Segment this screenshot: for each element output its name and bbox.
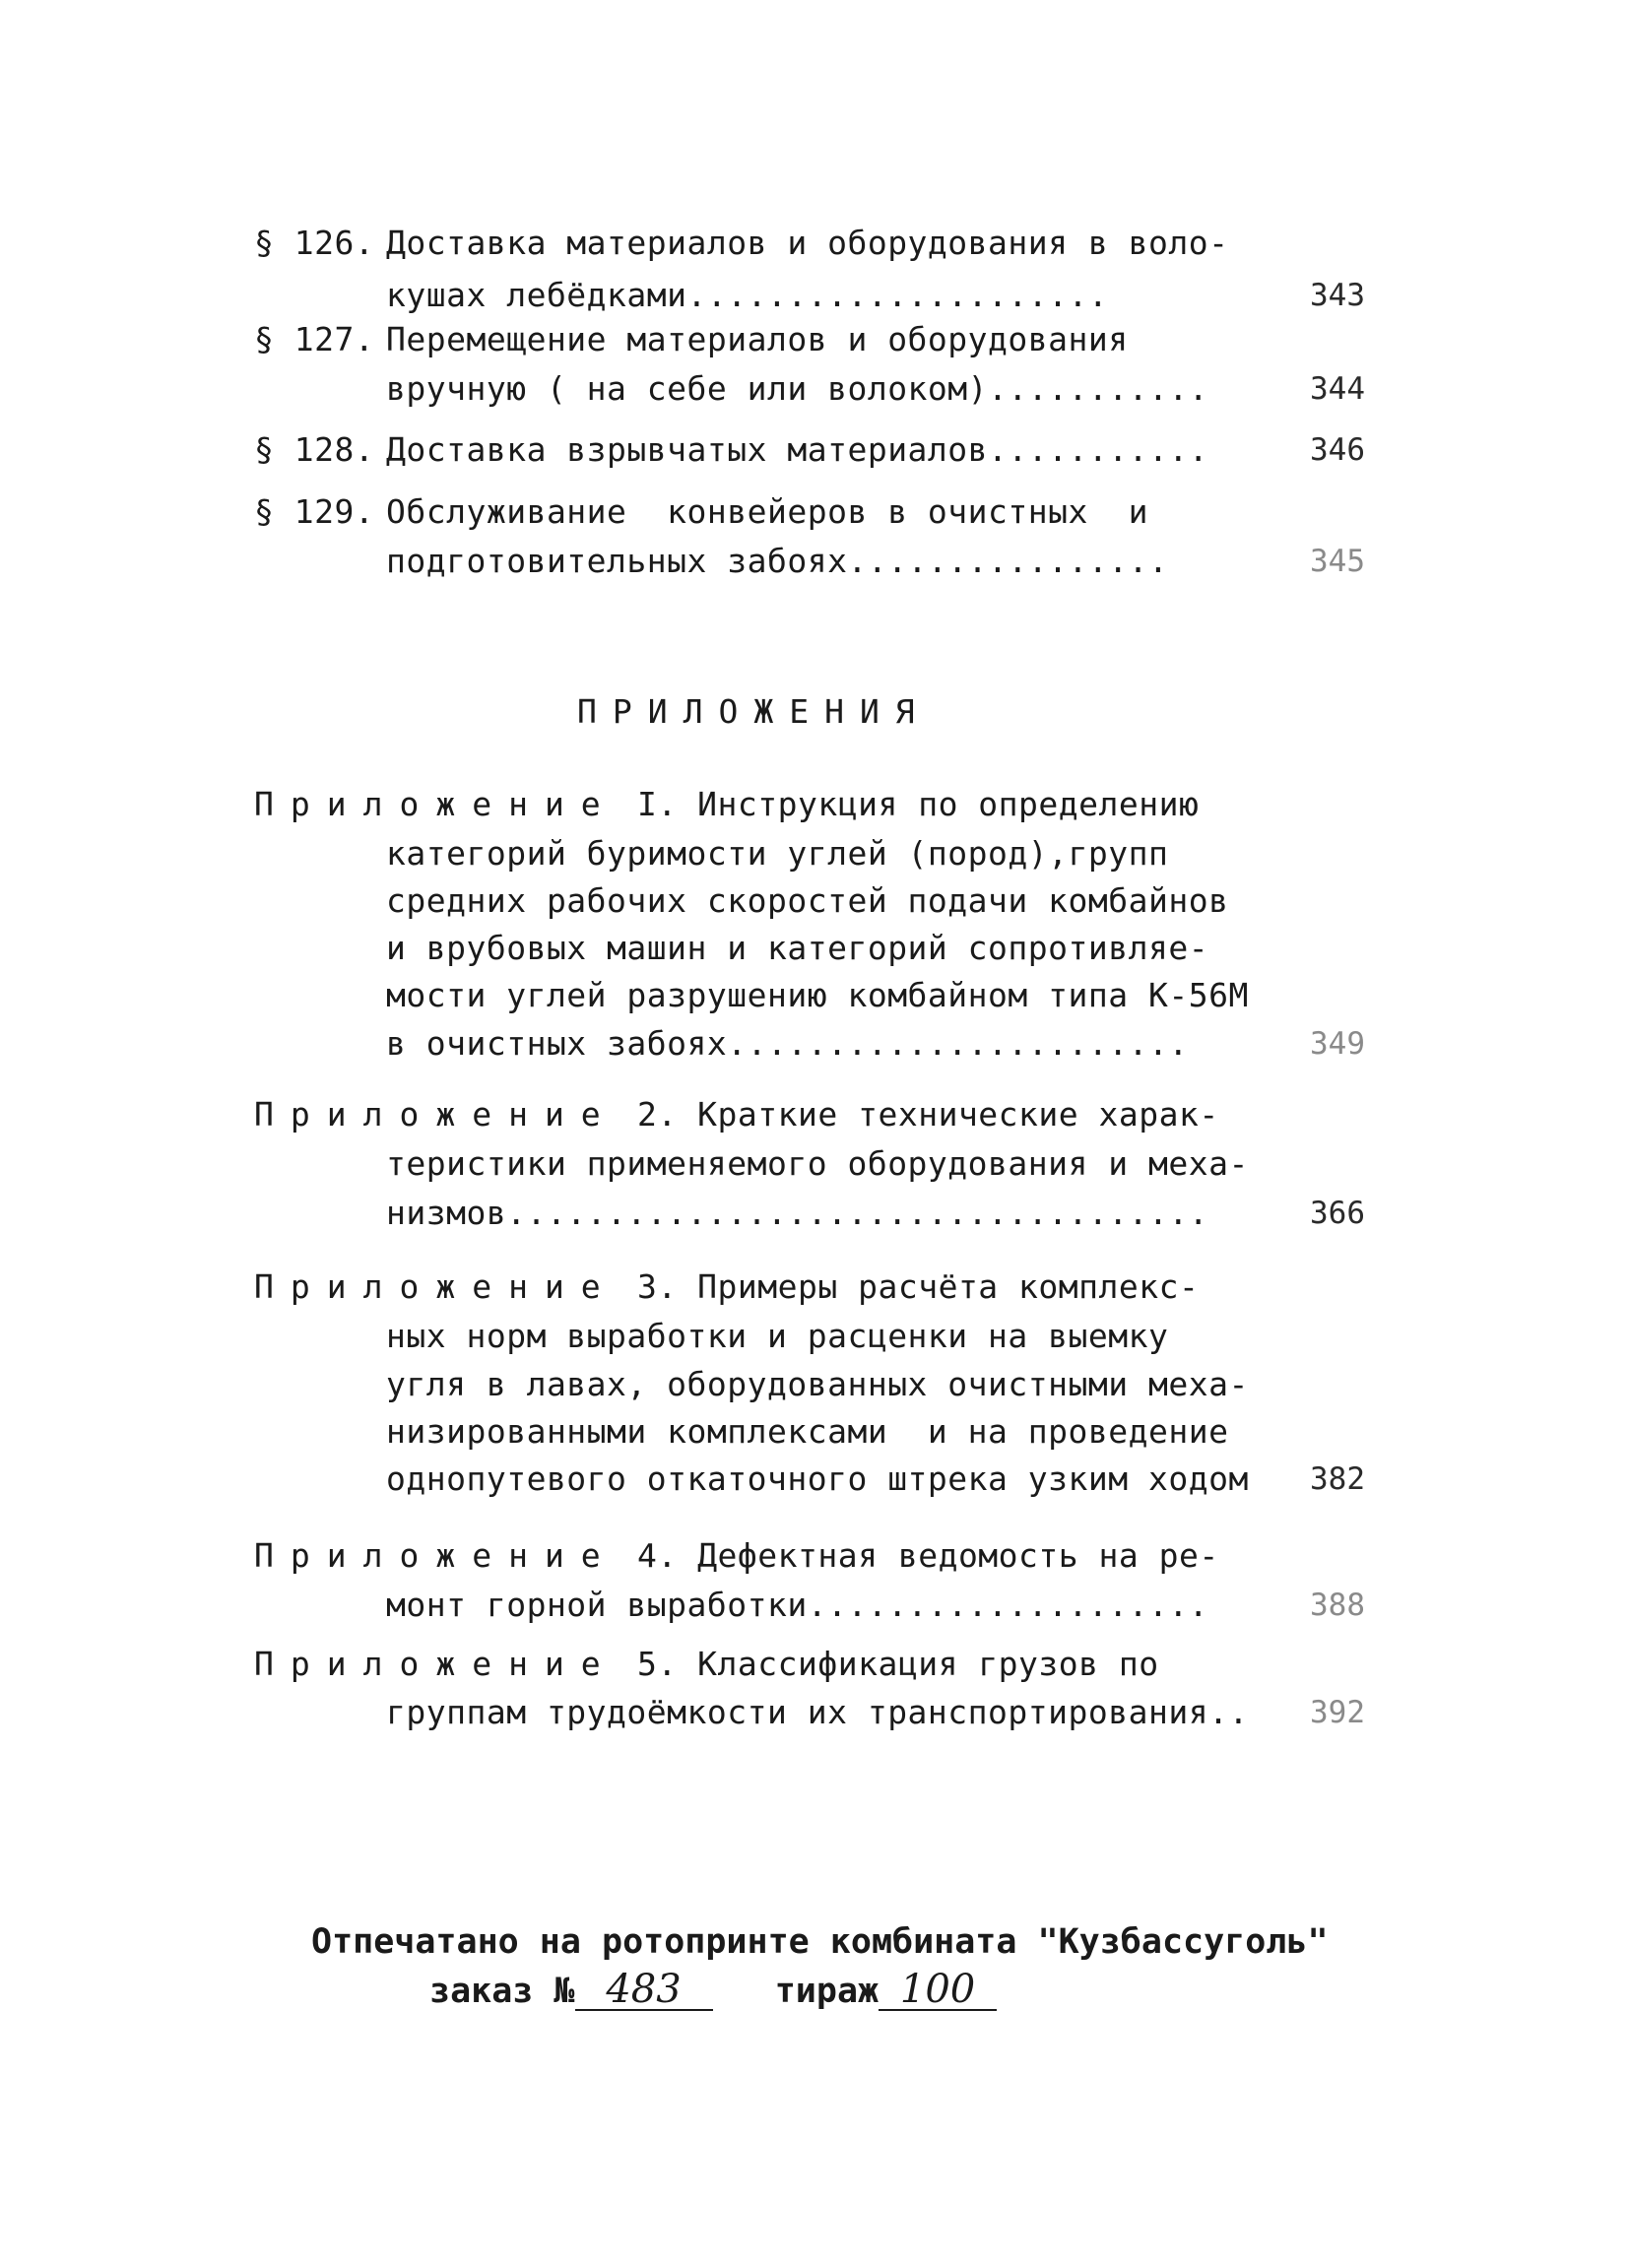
appendix-line: низированными комплексами и на проведение <box>386 1412 1229 1451</box>
section-title-line: кушах лебёдками..................... <box>386 276 1109 314</box>
page-number: 382 <box>1310 1461 1365 1497</box>
page-number: 344 <box>1310 371 1365 407</box>
appendix-title: 3. Примеры расчёта комплекс- <box>617 1267 1200 1306</box>
appendix-line: категорий буримости углей (пород),групп <box>386 834 1169 873</box>
imprint-order-line <box>429 1967 997 2013</box>
order-label: заказ № <box>429 1972 575 2011</box>
appendix-heading-line <box>254 1267 1199 1307</box>
appendix-heading-line <box>254 785 1199 824</box>
section-number: § 128. <box>254 430 375 469</box>
section-title-line: вручную ( на себе или волоком)........... <box>386 369 1209 408</box>
section-title-line: подготовительных забоях................ <box>386 542 1169 580</box>
run-label: тираж <box>774 1972 880 2011</box>
appendix-word: Приложение <box>254 1645 618 1683</box>
appendix-line: в очистных забоях....................... <box>386 1024 1189 1063</box>
section-title-line: Доставка взрывчатых материалов........... <box>386 430 1209 469</box>
appendix-line: средних рабочих скоростей подачи комбайнов <box>386 881 1229 920</box>
section-number: § 127. <box>254 320 375 358</box>
appendix-line: мости углей разрушению комбайном типа К-56М <box>386 976 1249 1014</box>
appendix-line: угля в лавах, оборудованных очистными меха- <box>386 1365 1249 1403</box>
page-number: 392 <box>1310 1695 1365 1730</box>
appendix-line: теристики применяемого оборудования и меха- <box>386 1144 1249 1183</box>
section-number: § 126. <box>254 224 375 262</box>
appendix-word: Приложение <box>254 1267 618 1306</box>
section-title-line: Доставка материалов и оборудования в воло- <box>386 224 1229 262</box>
appendix-line: группам трудоёмкости их транспортирования.. <box>386 1693 1249 1731</box>
appendix-title: I. Инструкция по определению <box>617 785 1200 823</box>
appendix-heading-line <box>254 1645 1159 1684</box>
appendix-line: монт горной выработки.................... <box>386 1586 1209 1624</box>
order-number-handwritten: 483 <box>575 1970 713 2011</box>
imprint-line: Отпечатано на ротопринте комбината "Кузбассуголь" <box>311 1922 1329 1962</box>
run-number-handwritten: 100 <box>879 1970 997 2011</box>
page-number: 366 <box>1310 1196 1365 1231</box>
page-number: 388 <box>1310 1588 1365 1623</box>
appendices-heading: ПРИЛОЖЕНИЯ <box>577 692 931 731</box>
appendix-word: Приложение <box>254 785 618 823</box>
appendix-title: 2. Краткие технические харак- <box>617 1095 1219 1134</box>
section-title-line: Перемещение материалов и оборудования <box>386 320 1129 358</box>
appendix-line: и врубовых машин и категорий сопротивляе- <box>386 929 1209 967</box>
appendix-word: Приложение <box>254 1536 618 1575</box>
appendix-line: низмов................................... <box>386 1194 1209 1232</box>
appendix-word: Приложение <box>254 1095 618 1134</box>
page-number: 345 <box>1310 544 1365 579</box>
appendix-line: ных норм выработки и расценки на выемку <box>386 1317 1169 1355</box>
appendix-line: однопутевого откаточного штрека узким ходом <box>386 1459 1249 1498</box>
section-number: § 129. <box>254 492 375 531</box>
appendix-title: 4. Дефектная ведомость на ре- <box>617 1536 1219 1575</box>
appendix-heading-line <box>254 1095 1219 1134</box>
page-number: 343 <box>1310 278 1365 313</box>
page-number: 349 <box>1310 1026 1365 1062</box>
appendix-heading-line <box>254 1536 1219 1576</box>
appendix-title: 5. Классификация грузов по <box>617 1645 1159 1683</box>
section-title-line: Обслуживание конвейеров в очистных и <box>386 492 1148 531</box>
page-number: 346 <box>1310 432 1365 468</box>
